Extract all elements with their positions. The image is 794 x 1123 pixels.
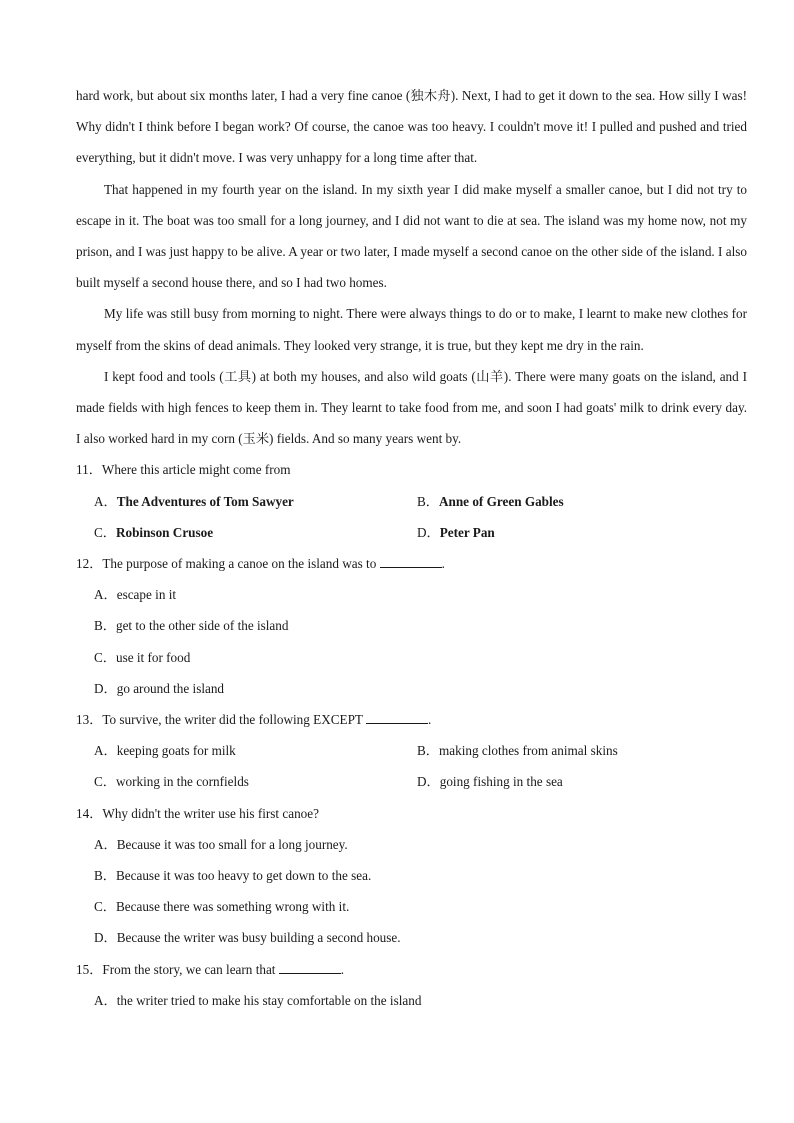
answer-blank[interactable] (366, 711, 428, 724)
option-b[interactable]: B．making clothes from animal skins (417, 743, 618, 759)
passage-paragraph-4: I kept food and tools (工具) at both my houses, and also wild goats (山羊). There were many goats on the island, and I made fields with high fences to keep them in. They learnt to take food from me, and soon I had goats' milk to drink every day. I also worked hard in my corn (玉米) fields. And so many years went by. (76, 368, 747, 447)
question-stem: 12．The purpose of making a canoe on the island was to . (76, 556, 445, 572)
question-stem: 13．To survive, the writer did the following EXCEPT . (76, 712, 432, 728)
option-list (76, 486, 747, 548)
question-stem (76, 798, 747, 829)
question-text: Where this article might come from (101, 462, 291, 478)
passage-paragraph-1: hard work, but about six months later, I had a very fine canoe (独木舟). Next, I had to get it down to the sea. How silly I was! Why didn't I think before I began work? Of course, the canoe was too heavy. I couldn't move it! I pulled and pushed and tried everything, but it didn't move. I was very unhappy for a long time after that. (76, 88, 747, 166)
document-page (76, 80, 747, 1016)
option-d[interactable]: D．Because the writer was busy building a second house. (94, 930, 401, 946)
option-text: Anne of Green Gables (438, 493, 564, 509)
option-text: making clothes from animal skins (438, 743, 618, 759)
option-a[interactable]: A．Because it was too small for a long journey. (94, 836, 348, 852)
answer-blank[interactable] (380, 555, 442, 568)
option-text: escape in it (116, 587, 177, 603)
question-stem: 15．From the story, we can learn that . (76, 961, 345, 977)
question-14 (76, 798, 747, 954)
option-text: use it for food (115, 649, 191, 665)
question-text: The purpose of making a canoe on the island was to (102, 556, 377, 572)
option-a[interactable]: A．keeping goats for milk (94, 743, 236, 759)
option-list (76, 579, 747, 704)
option-text: Because it was too heavy to get down to the sea. (115, 868, 372, 884)
question-number: 15． (76, 961, 103, 977)
option-d[interactable]: D．going fishing in the sea (417, 774, 563, 790)
passage-paragraph-3: My life was still busy from morning to night. There were always things to do or to make, I learnt to make new clothes for myself from the skins of dead animals. They looked very strange, it is true, but they kept me dry in the rain. (76, 306, 747, 353)
option-text: go around the island (116, 680, 225, 696)
question-stem (76, 454, 747, 485)
option-c[interactable]: C．Because there was something wrong with it. (94, 899, 350, 915)
answer-blank[interactable] (279, 961, 341, 974)
question-12 (76, 548, 747, 704)
passage-paragraph-2: That happened in my fourth year on the island. In my sixth year I did make myself a smaller canoe, but I did not try to escape in it. The boat was too small for a long journey, and I did not want to die at sea. The island was my home now, not my prison, and I was just happy to be alive. A year or two later, I made myself a second canoe on the other side of the island. I also built myself a second house there, and so I had two homes. (76, 181, 747, 291)
option-list (76, 829, 747, 954)
option-text: Because it was too small for a long journey. (116, 836, 348, 852)
option-d[interactable]: D．go around the island (94, 680, 225, 696)
option-c[interactable]: C．Robinson Crusoe (94, 524, 214, 540)
option-a[interactable]: A．The Adventures of Tom Sawyer (94, 493, 294, 509)
question-15 (76, 954, 747, 1016)
question-text: From the story, we can learn that (102, 961, 276, 977)
option-c[interactable]: C．use it for food (94, 649, 191, 665)
question-13 (76, 704, 747, 798)
option-d[interactable]: D．Peter Pan (417, 524, 495, 540)
option-text: the writer tried to make his stay comfortable on the island (116, 992, 422, 1008)
option-text: The Adventures of Tom Sawyer (116, 493, 294, 509)
question-number: 11． (76, 462, 102, 478)
question-number: 14． (76, 805, 103, 821)
option-list (76, 985, 747, 1016)
option-a[interactable]: A．the writer tried to make his stay comfortable on the island (94, 992, 422, 1008)
option-text: Because the writer was busy building a second house. (116, 930, 401, 946)
option-text: keeping goats for milk (116, 743, 236, 759)
option-b[interactable]: B．Because it was too heavy to get down to the sea. (94, 868, 372, 884)
option-b[interactable]: B．get to the other side of the island (94, 618, 289, 634)
question-number: 13． (76, 712, 103, 728)
question-number: 12． (76, 556, 103, 572)
option-c[interactable]: C．working in the cornfields (94, 774, 249, 790)
reading-passage (76, 80, 747, 454)
question-text: Why didn't the writer use his first canoe? (102, 805, 319, 821)
option-text: working in the cornfields (115, 774, 249, 790)
option-text: Robinson Crusoe (115, 524, 214, 540)
option-text: get to the other side of the island (115, 618, 289, 634)
option-list (76, 735, 747, 797)
option-text: going fishing in the sea (439, 774, 563, 790)
option-text: Because there was something wrong with it. (115, 899, 350, 915)
question-text: To survive, the writer did the following EXCEPT (102, 712, 363, 728)
question-11 (76, 454, 747, 548)
option-text: Peter Pan (439, 524, 495, 540)
option-a[interactable]: A．escape in it (94, 587, 177, 603)
option-b[interactable]: B．Anne of Green Gables (417, 493, 564, 509)
